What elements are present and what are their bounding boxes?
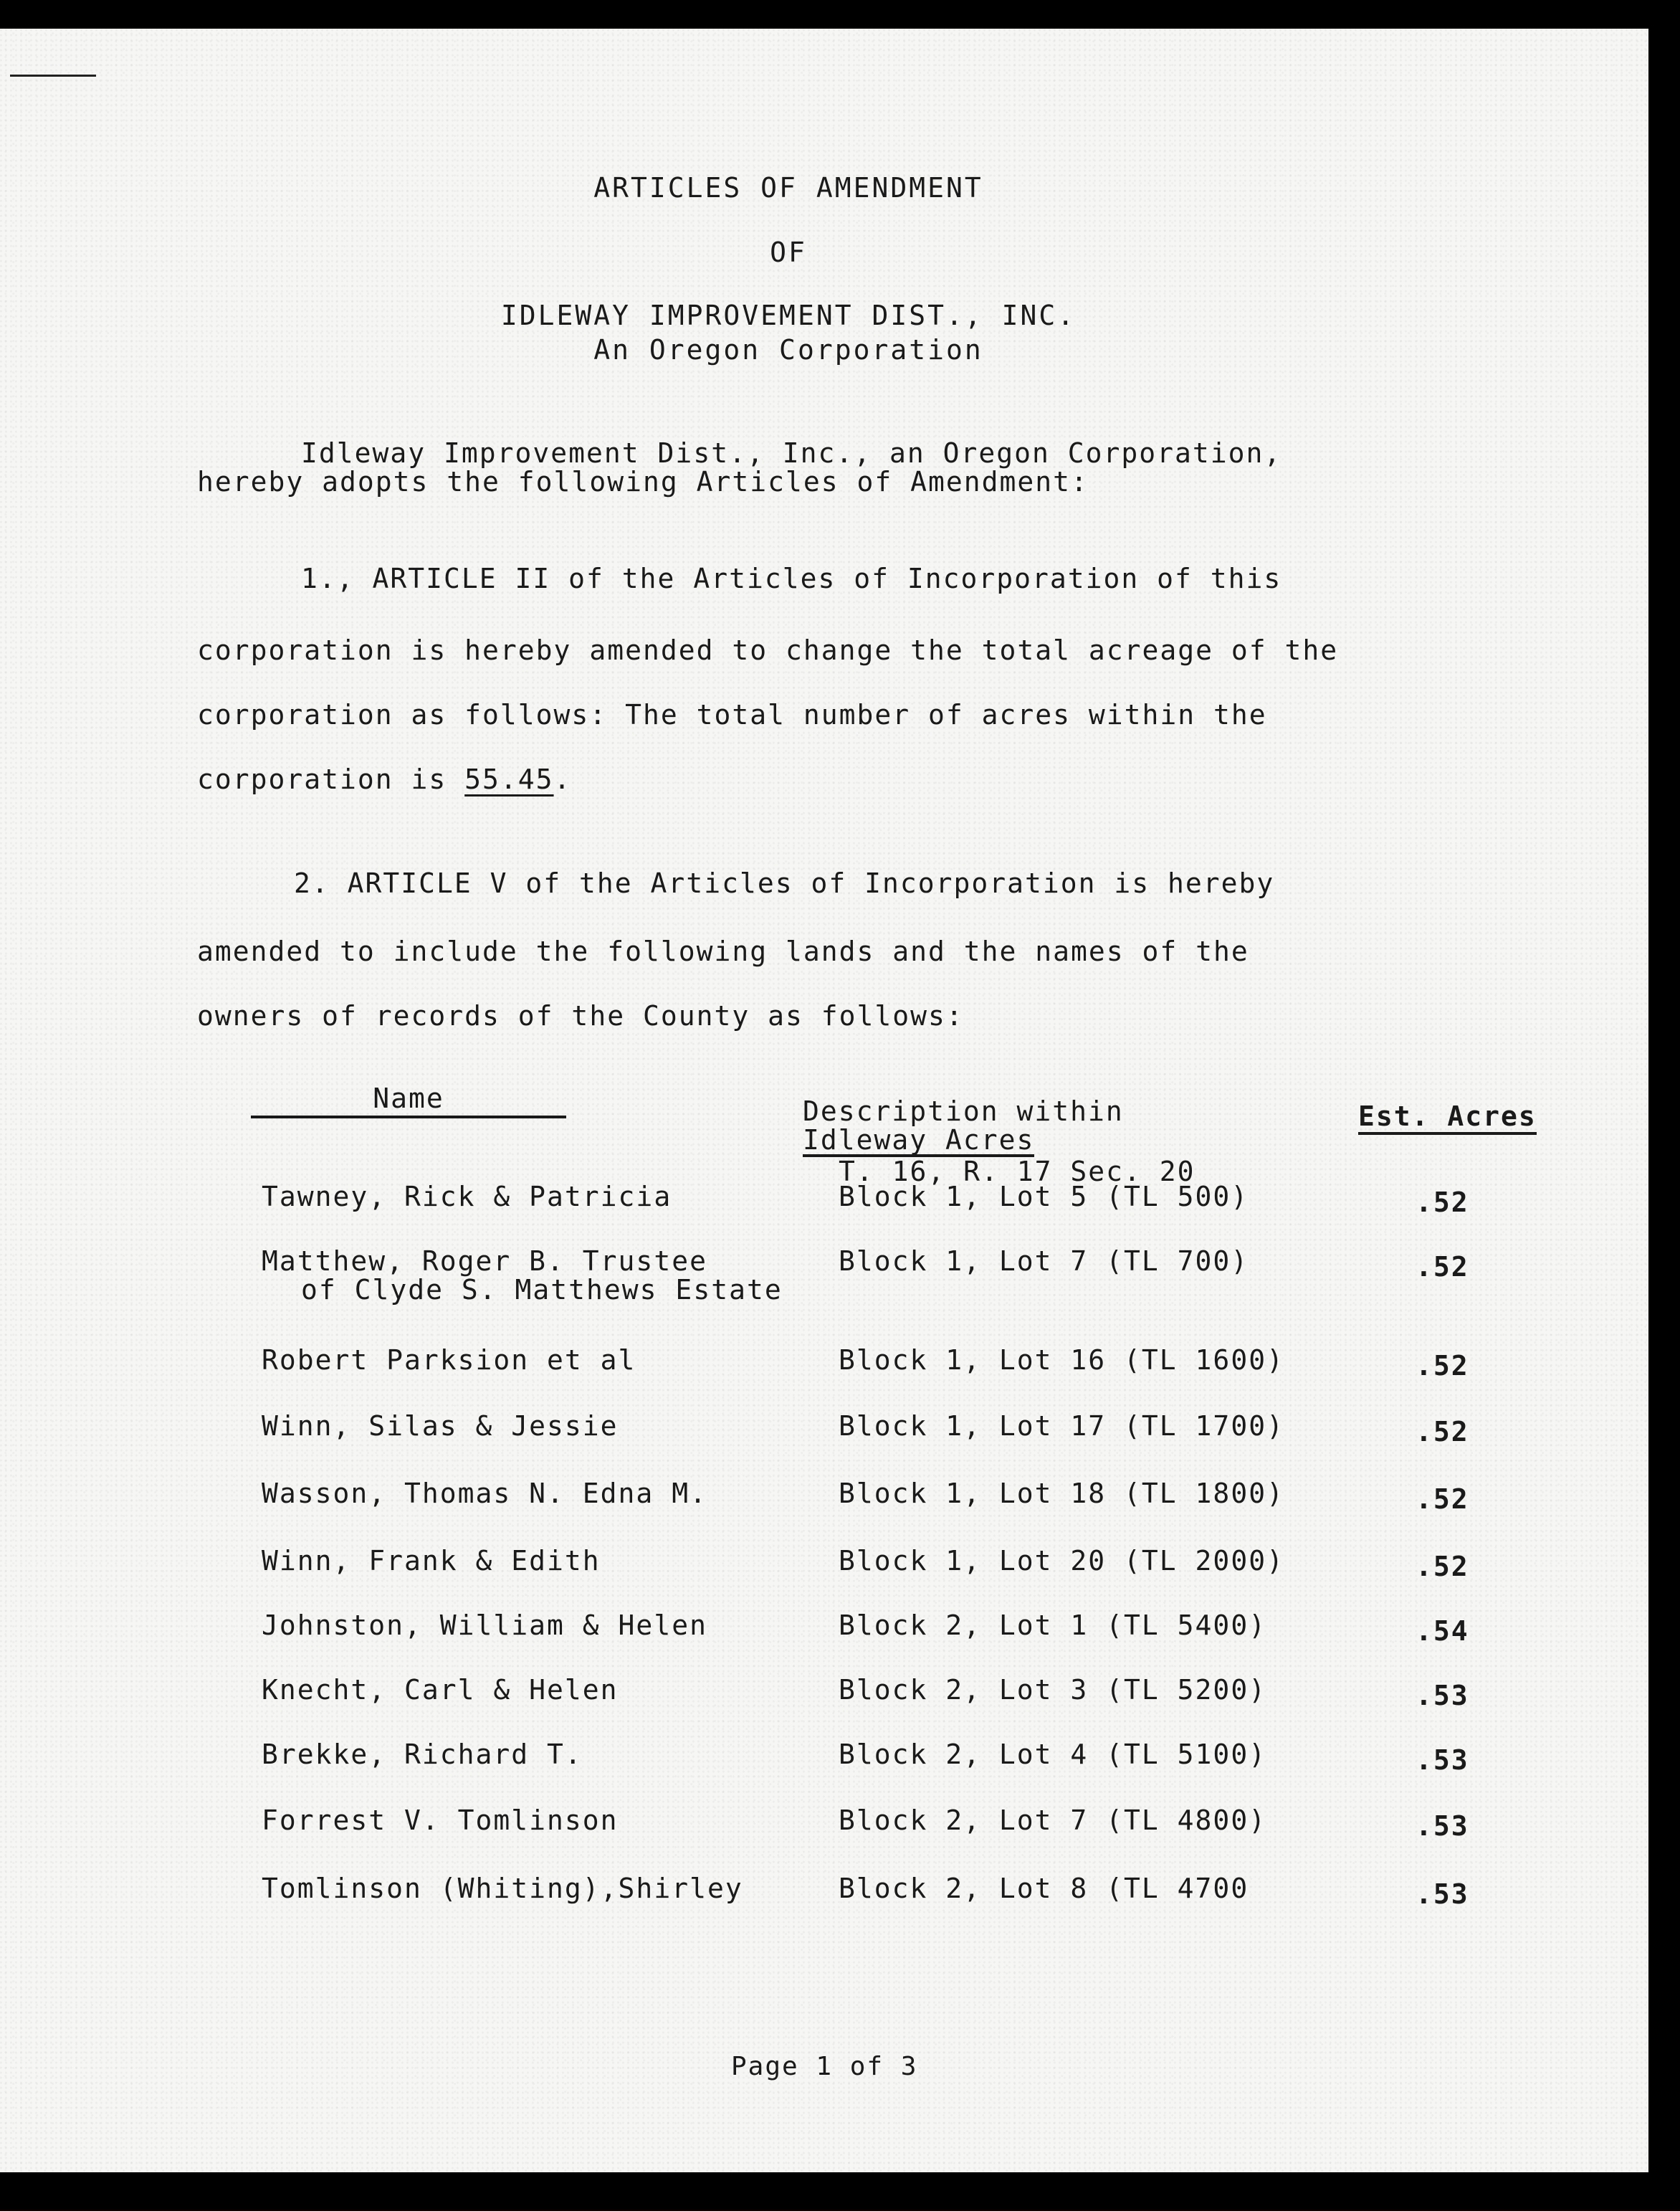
owner-name-continued: of Clyde S. Matthews Estate [301,1274,783,1306]
page-number: Page 1 of 3 [731,2052,918,2081]
land-description: Block 2, Lot 7 (TL 4800) [839,1805,1267,1836]
owner-name: Forrest V. Tomlinson [262,1805,619,1836]
column-header-acres: Est. Acres [1358,1100,1537,1135]
estimated-acres: .53 [1416,1878,1469,1910]
estimated-acres: .53 [1416,1810,1469,1842]
estimated-acres: .54 [1416,1615,1469,1647]
estimated-acres: .52 [1416,1350,1469,1382]
article2-line-2: amended to include the following lands and the names of the [197,936,1249,967]
intro-line-2: hereby adopts the following Articles of Amendment: [197,466,1089,498]
document-title: ARTICLES OF AMENDMENT [593,172,983,204]
column-header-description: Description within Idleway Acres T. 16, R. 17 Sec. 20 [803,1095,1195,1187]
owner-name: Brekke, Richard T. [262,1739,583,1770]
owner-name: Knecht, Carl & Helen [262,1674,619,1706]
intro-line-1: Idleway Improvement Dist., Inc., an Oregon Corporation, [301,437,1282,469]
owner-name: Johnston, William & Helen [262,1609,707,1641]
owner-name: Matthew, Roger B. Trustee [262,1245,707,1277]
article1-line-2: corporation is hereby amended to change the total acreage of the [197,634,1339,666]
owner-name: Tomlinson (Whiting),Shirley [262,1873,743,1904]
column-header-name: Name [251,1083,566,1118]
article1-line-3: corporation as follows: The total number of acres within the [197,699,1267,731]
article1-line-4: corporation is 55.45. [197,764,572,795]
estimated-acres: .53 [1416,1680,1469,1711]
owner-name: Tawney, Rick & Patricia [262,1181,672,1212]
land-description: Block 2, Lot 3 (TL 5200) [839,1674,1267,1706]
land-description: Block 1, Lot 18 (TL 1800) [839,1478,1284,1509]
land-description: Block 1, Lot 16 (TL 1600) [839,1344,1284,1376]
owner-name: Wasson, Thomas N. Edna M. [262,1478,707,1509]
total-acres-value: 55.45 [464,764,554,795]
land-description: Block 2, Lot 1 (TL 5400) [839,1609,1267,1641]
estimated-acres: .52 [1416,1251,1469,1283]
article2-line-3: owners of records of the County as follows: [197,1000,964,1032]
title-of: OF [770,237,807,268]
land-description: Block 1, Lot 5 (TL 500) [839,1181,1249,1212]
land-description: Block 2, Lot 8 (TL 4700 [839,1873,1249,1904]
land-description: Block 2, Lot 4 (TL 5100) [839,1739,1267,1770]
owner-name: Robert Parksion et al [262,1344,636,1376]
estimated-acres: .52 [1416,1551,1469,1582]
company-name: IDLEWAY IMPROVEMENT DIST., INC. [500,300,1077,331]
corner-mark [10,75,96,77]
company-subtitle: An Oregon Corporation [593,334,983,366]
land-description: Block 1, Lot 20 (TL 2000) [839,1545,1284,1577]
estimated-acres: .52 [1416,1187,1469,1218]
land-description: Block 1, Lot 17 (TL 1700) [839,1410,1284,1442]
estimated-acres: .52 [1416,1483,1469,1515]
document-page [0,29,1648,2172]
land-description: Block 1, Lot 7 (TL 700) [839,1245,1249,1277]
owner-name: Winn, Frank & Edith [262,1545,601,1577]
article1-line-1: 1., ARTICLE II of the Articles of Incorporation of this [301,563,1282,594]
article2-line-1: 2. ARTICLE V of the Articles of Incorporation is hereby [294,867,1275,899]
estimated-acres: .53 [1416,1744,1469,1776]
owner-name: Winn, Silas & Jessie [262,1410,619,1442]
estimated-acres: .52 [1416,1416,1469,1447]
